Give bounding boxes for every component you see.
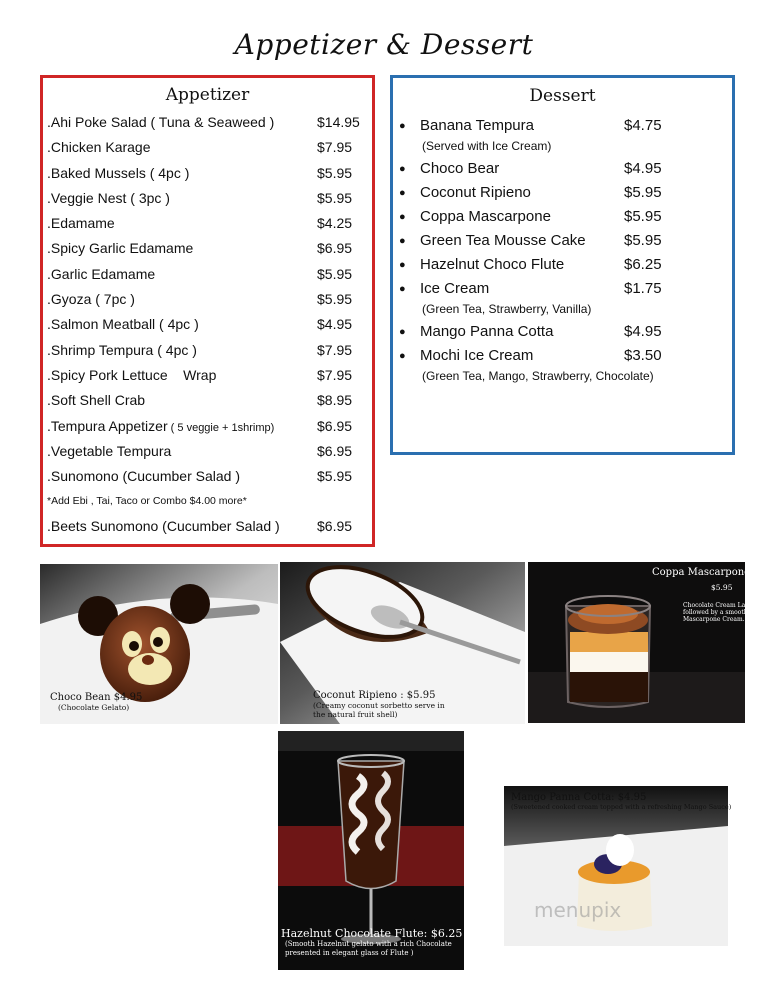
item-name: Green Tea Mousse Cake: [420, 232, 586, 249]
dessert-item: [393, 114, 732, 138]
item-price: $5.95: [624, 184, 662, 201]
item-price: $5.95: [317, 291, 353, 308]
appetizer-item: [43, 388, 372, 413]
appetizer-list: [43, 110, 372, 489]
dessert-item-note: (Green Tea, Strawberry, Vanilla): [422, 302, 592, 316]
appetizer-item: [43, 135, 372, 160]
appetizer-note: *Add Ebi , Tai, Taco or Combo $4.00 more*: [47, 495, 247, 508]
item-name: .Baked Mussels ( 4pc ): [47, 164, 190, 181]
item-name: .Vegetable Tempura: [47, 442, 172, 459]
coppa-price: [711, 583, 732, 592]
item-name: Banana Tempura: [420, 117, 534, 134]
item-price: $6.95: [317, 442, 353, 459]
coppa-desc: [683, 602, 755, 623]
item-price: $5.95: [317, 265, 353, 282]
appetizer-item: [43, 312, 372, 337]
hazelnut-flute-photo: [278, 731, 464, 970]
item-price: $1.75: [624, 280, 662, 297]
photo-desc: presented in elegant glass of Flute ): [285, 949, 414, 957]
photo-desc: (Chocolate Gelato): [58, 703, 130, 712]
item-name: .Soft Shell Crab: [47, 392, 146, 409]
photo-name: Coppa Mascarpone: [652, 567, 751, 578]
item-name: .Beets Sunomono (Cucumber Salad ): [47, 518, 280, 535]
item-price: $6.95: [317, 240, 353, 257]
photo-desc: (Smooth Hazelnut gelato with a rich Chocolate: [285, 940, 452, 948]
appetizer-item: [43, 110, 372, 135]
item-price: $8.95: [317, 392, 353, 409]
dessert-item: [393, 205, 732, 229]
item-price: $4.25: [317, 215, 353, 232]
bullet-icon: ●: [399, 326, 406, 338]
item-name: Mango Panna Cotta: [420, 323, 554, 340]
bullet-icon: ●: [399, 350, 406, 362]
bullet-icon: ●: [399, 259, 406, 271]
coppa-caption: [652, 567, 750, 578]
bullet-icon: ●: [399, 187, 406, 199]
appetizer-box: [40, 75, 375, 547]
photo-desc: Mascarpone Cream.: [683, 616, 745, 623]
item-name: .Ahi Poke Salad ( Tuna & Seaweed ): [47, 114, 275, 130]
appetizer-item: [43, 186, 372, 211]
page-title: Appetizer & Dessert: [234, 28, 534, 61]
dessert-item-note: (Served with Ice Cream): [422, 139, 552, 153]
appetizer-item: [43, 514, 372, 539]
photo-desc: followed by a smooth: [683, 609, 748, 616]
item-price: $7.95: [317, 139, 353, 156]
item-detail: ( 5 veggie + 1shrimp): [167, 421, 275, 434]
item-name: .Chicken Karage: [47, 139, 151, 156]
item-price: $3.50: [624, 347, 662, 364]
photo-desc: the natural fruit shell): [313, 710, 398, 719]
item-price: $4.95: [317, 316, 353, 333]
dessert-item: [393, 253, 732, 277]
item-price: $5.95: [317, 164, 353, 181]
photo-desc: Chocolate Cream Layer: [683, 602, 755, 609]
photo-desc: (Creamy coconut sorbetto serve in: [313, 701, 445, 710]
item-price: $6.25: [624, 256, 662, 273]
item-name: .Salmon Meatball ( 4pc ): [47, 316, 199, 333]
item-name: .Tempura Appetizer: [47, 417, 168, 434]
coconut-ripieno-caption: [313, 690, 445, 719]
appetizer-item: [43, 236, 372, 261]
dessert-item-note: (Green Tea, Mango, Strawberry, Chocolate): [422, 369, 654, 383]
item-name: .Gyoza ( 7pc ): [47, 291, 135, 308]
dessert-box: [390, 75, 735, 455]
item-price: $5.95: [317, 468, 353, 485]
choco-bear-photo: [40, 564, 278, 724]
mango-caption: [511, 792, 731, 812]
photo-desc: (Sweetened cooked cream topped with a refreshing Mango Sauce): [511, 803, 732, 811]
item-price: $7.95: [317, 366, 353, 383]
dessert-item: [393, 344, 732, 368]
dessert-item: [393, 229, 732, 253]
photo-price: $5.95: [711, 583, 733, 592]
dessert-heading: Dessert: [529, 86, 596, 106]
item-price: $5.95: [317, 189, 353, 206]
photo-name: Hazelnut Chocolate Flute: $6.25: [281, 927, 463, 940]
item-name: .Sunomono (Cucumber Salad ): [47, 468, 240, 485]
appetizer-item: [43, 414, 372, 439]
watermark: menupix: [534, 898, 622, 922]
appetizer-item: [43, 262, 372, 287]
appetizer-item: [43, 464, 372, 489]
dessert-item: [393, 157, 732, 181]
appetizer-item: [43, 338, 372, 363]
item-price: $4.95: [624, 160, 662, 177]
item-price: $4.95: [624, 323, 662, 340]
coconut-ripieno-photo: [280, 562, 525, 724]
item-price: $4.75: [624, 117, 662, 134]
item-price: $5.95: [624, 232, 662, 249]
item-name: .Edamame: [47, 215, 115, 232]
item-name: .Garlic Edamame: [47, 265, 156, 282]
item-price: $6.95: [317, 417, 353, 434]
appetizer-heading: Appetizer: [165, 85, 250, 105]
item-name: Hazelnut Choco Flute: [420, 256, 565, 273]
item-name: .Veggie Nest ( 3pc ): [47, 189, 170, 206]
bullet-icon: ●: [399, 283, 406, 295]
item-name: Choco Bear: [420, 160, 500, 177]
photo-name: Coconut Ripieno : $5.95: [313, 690, 436, 701]
bullet-icon: ●: [399, 120, 406, 132]
item-name: .Spicy Pork Lettuce Wrap: [47, 366, 217, 383]
appetizer-item: [43, 161, 372, 186]
bullet-icon: ●: [399, 235, 406, 247]
appetizer-item: [43, 439, 372, 464]
item-name: Ice Cream: [420, 280, 490, 297]
item-name: Coppa Mascarpone: [420, 208, 551, 225]
item-price: $7.95: [317, 341, 353, 358]
dessert-item: [393, 181, 732, 205]
item-name: Mochi Ice Cream: [420, 347, 534, 364]
item-price: $5.95: [624, 208, 662, 225]
hazelnut-caption: [281, 927, 462, 958]
mango-panna-cotta-photo: [504, 786, 732, 946]
appetizer-item: [43, 211, 372, 236]
appetizer-item: [43, 363, 372, 388]
bullet-icon: ●: [399, 211, 406, 223]
photo-name: Mango Panna Cotta: $4.95: [511, 792, 647, 803]
item-name: .Shrimp Tempura ( 4pc ): [47, 341, 197, 358]
item-name: .Spicy Garlic Edamame: [47, 240, 194, 257]
appetizer-item: [43, 287, 372, 312]
dessert-list: [393, 114, 732, 387]
item-price: $14.95: [317, 114, 360, 130]
dessert-item: [393, 277, 732, 301]
dessert-item: [393, 320, 732, 344]
item-name: Coconut Ripieno: [420, 184, 531, 201]
bullet-icon: ●: [399, 163, 406, 175]
photo-name: Choco Bean $4.95: [50, 692, 143, 703]
choco-bear-caption: [50, 692, 142, 712]
coppa-mascarpone-photo: [528, 562, 755, 723]
item-price: $6.95: [317, 518, 353, 535]
